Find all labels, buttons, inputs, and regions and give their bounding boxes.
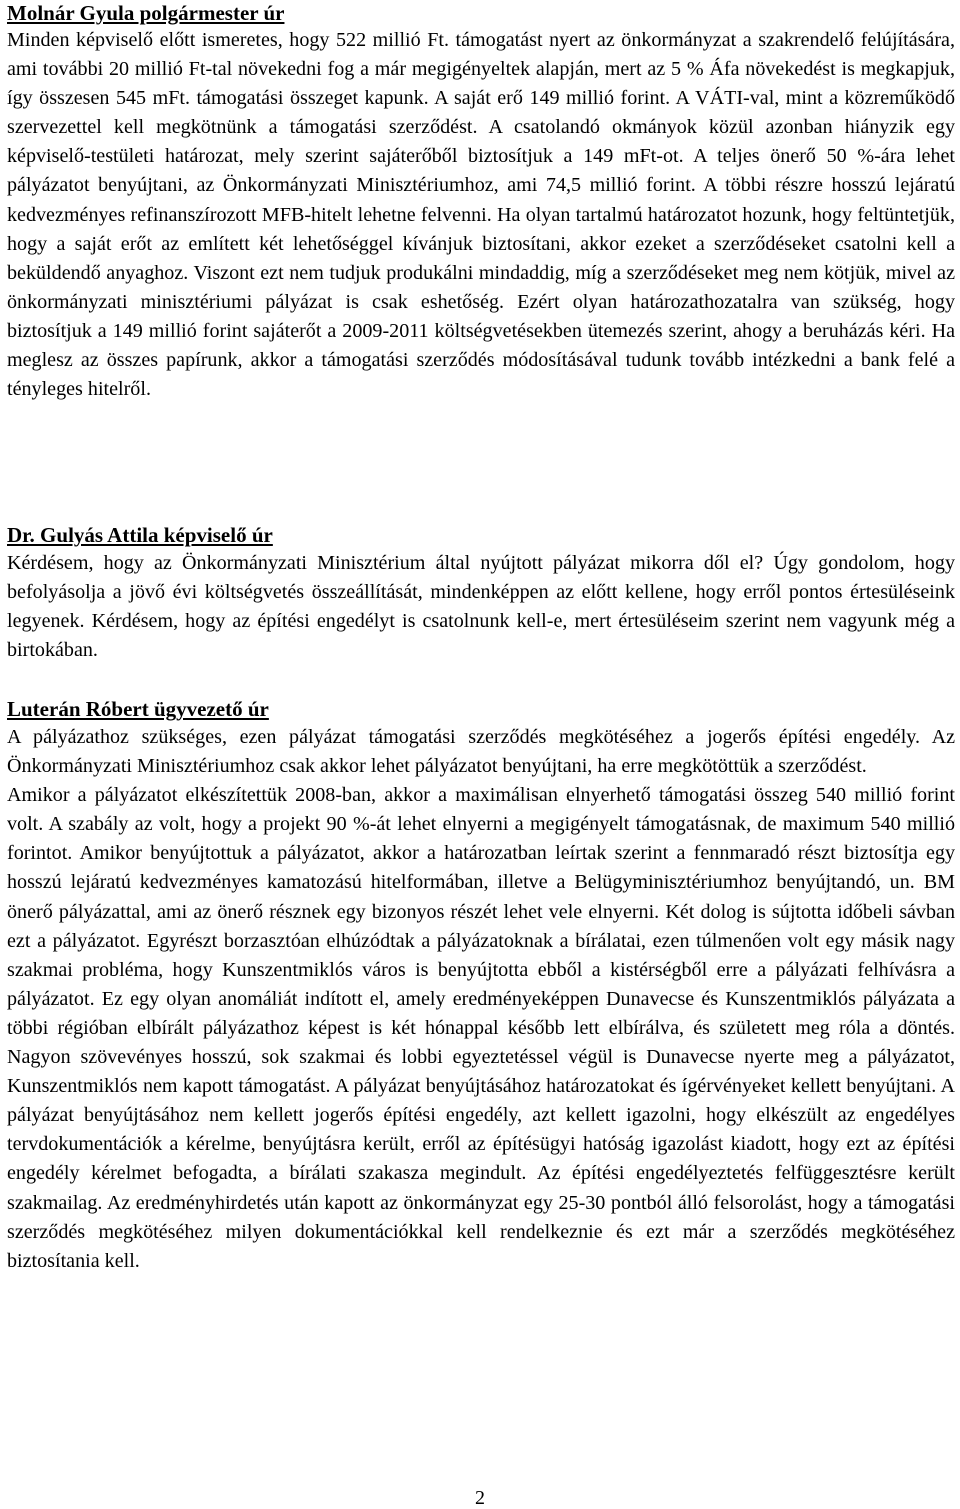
- speech-paragraph: Minden képviselő előtt ismeretes, hogy 522 millió Ft. támogatást nyert az önkormányzat a szakrendelő felújítására, ami további 20 millió Ft-tal növekedni fog a már megigényeltek alapján, mert az 5 % Áfa növekedést is megkapjuk, így összesen 545 mFt. támogatási összeget kapunk. A saját erő 149 millió forint. A VÁTI-val, mint a közreműködő szervezettel kell megkötnünk a támogatási szerződést. A csatolandó okmányok közül azonban hiányzik egy képviselő-testületi határozat, mely szerint sajáterőből biztosítjuk a 149 mFt-ot. A teljes önerő 50 %-ára lehet pályázatot benyújtani, az Önkormányzati Minisztériumhoz, ami 74,5 millió forint. A többi részre hosszú lejáratú kedvezményes refinanszírozott MFB-hitelt lehetne felvenni. Ha olyan tartalmú határozatot hozunk, hogy feltüntetjük, hogy a saját erőt az említett két lehetőséggel kívánjuk biztosítani, akkor ezeket a szerződéseket csatolni kell a beküldendő anyaghoz. Viszont ezt nem tudjuk produkálni mindaddig, míg a szerződéseket meg nem kötjük, mivel az önkormányzati minisztériumi pályázat is csak eshetőség. Ezért olyan határozathozatalra van szükség, hogy biztosítjuk a 149 millió forint sajáterőt a 2009-2011 költségvetésekben ütemezés szerint, ahogy a beruházás kéri. Ha meglesz az összes papírunk, akkor a támogatási szerződés módosításával tudunk tovább intézkedni a bank felé a tényleges hitelről.: [7, 29, 955, 401]
- page-number: 2: [475, 1487, 485, 1509]
- speech-paragraph: A pályázathoz szükséges, ezen pályázat támogatási szerződés megkötéséhez a jogerős építési engedély. Az Önkormányzati Minisztériumhoz csak akkor lehet pályázatot benyújtani, ha erre megkötöttük a szerződést.: [7, 726, 955, 778]
- speaker-heading: Molnár Gyula polgármester úr: [7, 1, 285, 25]
- representative-section: [7, 522, 955, 665]
- speaker-heading: Dr. Gulyás Attila képviselő úr: [7, 523, 273, 547]
- director-section: [7, 696, 955, 1276]
- speaker-heading: Luterán Róbert ügyvezető úr: [7, 697, 269, 721]
- speech-paragraph: Amikor a pályázatot elkészítettük 2008-ban, akkor a maximálisan elnyerhető támogatási összeg 540 millió forint volt. A szabály az volt, hogy a projekt 90 %-át lehet elnyerni a megigényelt támogatásnak, de maximum 540 millió forintot. Amikor benyújtottuk a pályázatot, akkor a határozatban leírtak szerint a fennmaradó részt biztosítja egy hosszú lejáratú kedvezményes kamatozású hitelformában, illetve a Belügyminisztériumhoz benyújtandó, un. BM önerő pályázattal, ami az önerő résznek egy bizonyos részét lehet vele elnyerni. Két dolog is sújtotta időbeli sávban ezt a pályázatot. Egyrészt borzasztóan elhúzódtak a pályázatoknak a bírálatai, ezen túlmenően volt egy másik nagy szakmai probléma, hogy Kunszentmiklós város is benyújtotta ebből a kistérségből erre a pályázati felhívásra a pályázatot. Ez egy olyan anomáliát indított el, amely eredményeképpen Dunavecse és Kunszentmiklós pályázata a többi régióban elbírált pályázathoz képest is két hónappal később lett elbírálva, és született meg róla a döntés. Nagyon szövevényes hosszú, sok szakmai és lobbi egyeztetéssel végül is Dunavecse nyerte meg a pályázatot, Kunszentmiklós nem kapott támogatást. A pályázat benyújtásához határozatokat és ígérvényeket kellett benyújtani. A pályázat benyújtásához nem kellett jogerős építési engedély, azt kellett igazolni, hogy elkészült az engedélyes tervdokumentációk a kérelme, benyújtásra került, erről az építésügyi hatóság igazolást kiadott, hogy ezt az építési engedély kérelmet befogadta, a bírálati szakasza megindult. Az építési engedélyeztetés felfüggesztésre került szakmailag. Az eredményhirdetés után kapott az önkormányzat egy 25-30 pontból álló felsorolást, hogy a támogatási szerződés megkötéséhez milyen dokumentációkkal kell rendelkeznie és ezt már a szerződés megkötéséhez biztosítania kell.: [7, 784, 955, 1272]
- mayor-section: [7, 0, 955, 404]
- speech-paragraph: Kérdésem, hogy az Önkormányzati Minisztérium által nyújtott pályázat mikorra dől el? Úgy gondolom, hogy befolyásolja a jövő évi költségvetés összeállítását, mindenképpen az előtt kellene, hogy erről pontos értesüléseink legyenek. Kérdésem, hogy az építési engedélyt is csatolnunk kell-e, mert értesüléseim szerint nem vagyunk még a birtokában.: [7, 552, 955, 662]
